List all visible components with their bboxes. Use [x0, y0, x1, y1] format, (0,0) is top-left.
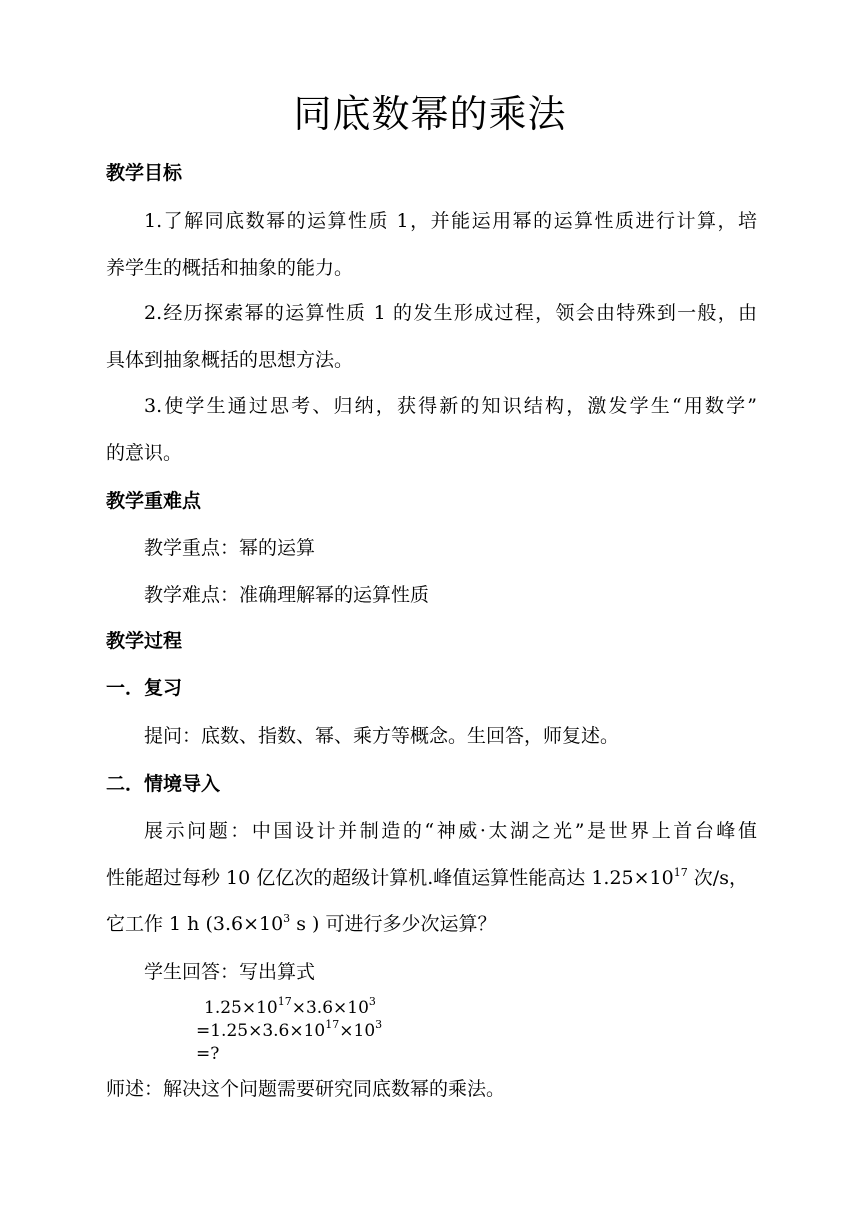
intro-line-3-text: 它工作 1 h (3.6×10: [106, 913, 284, 935]
formula-line-2: [196, 1020, 382, 1043]
section-heading-process: 教学过程: [106, 630, 183, 652]
intro-line-3-tail: s ) 可进行多少次运算？: [290, 913, 497, 935]
formula-1-part-a: 1.25×10: [204, 998, 278, 1018]
objective-1-line-1: 1.了解同底数幂的运算性质 1，并能运用幂的运算性质进行计算，培: [144, 210, 757, 232]
objective-2-line-1: 2.经历探索幂的运算性质 1 的发生形成过程，领会由特殊到一般，由: [144, 302, 757, 324]
review-heading: 一．复习: [106, 677, 183, 699]
section-heading-key-points: 教学重难点: [106, 490, 202, 512]
intro-line-1: 展示问题：中国设计并制造的“神威·太湖之光”是世界上首台峰值: [144, 820, 757, 842]
intro-line-2: [106, 864, 748, 892]
key-point-difficulty: 教学难点：准确理解幂的运算性质: [144, 584, 430, 606]
section-heading-objectives: 教学目标: [106, 162, 183, 184]
objective-3-line-1: 3.使学生通过思考、归纳，获得新的知识结构，激发学生“用数学”: [144, 395, 757, 417]
formula-line-1: [204, 997, 376, 1020]
formula-1-part-b: ×3.6×10: [291, 998, 369, 1018]
teacher-statement: 师述：解决这个问题需要研究同底数幂的乘法。: [106, 1078, 506, 1100]
intro-line-2-text: 性能超过每秒 10 亿亿次的超级计算机.峰值运算性能高达 1.25×10: [106, 867, 674, 889]
intro-line-3: [106, 910, 496, 938]
formula-1-exp-1: 17: [277, 995, 292, 1009]
document-title: 同底数幂的乘法: [293, 92, 567, 136]
objective-3-line-2: 的意识。: [106, 442, 183, 464]
review-text: 提问：底数、指数、幂、乘方等概念。生回答，师复述。: [144, 725, 620, 747]
intro-heading: 二．情境导入: [106, 773, 221, 795]
formula-line-3: =?: [196, 1044, 220, 1064]
formula-2-part-a: =1.25×3.6×10: [196, 1021, 326, 1041]
key-point-focus: 教学重点：幂的运算: [144, 537, 316, 559]
formula-2-exp-1: 17: [325, 1018, 340, 1032]
objective-1-line-2: 养学生的概括和抽象的能力。: [106, 257, 354, 279]
objective-2-line-2: 具体到抽象概括的思想方法。: [106, 349, 354, 371]
exponent-17: 17: [673, 865, 688, 879]
formula-2-exp-2: 3: [375, 1018, 383, 1032]
intro-line-2-tail: 次/s，: [687, 867, 748, 889]
exponent-3: 3: [283, 911, 291, 925]
formula-2-part-b: ×10: [339, 1021, 376, 1041]
student-answer-label: 学生回答：写出算式: [144, 961, 316, 983]
formula-1-exp-2: 3: [368, 995, 376, 1009]
